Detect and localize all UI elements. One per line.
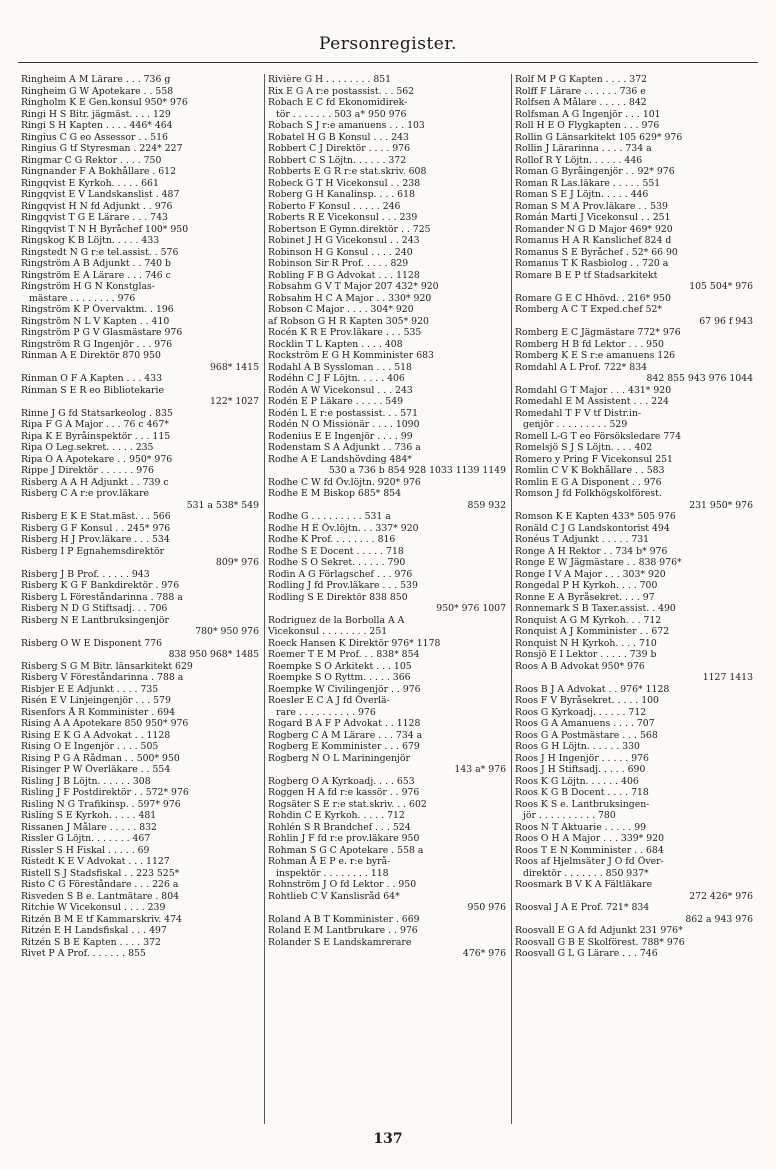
register-entry: Ronquist A G M Kyrkoh. . . 712 — [515, 614, 662, 626]
register-entry: Romberg H B fd Lektor . . . 950 — [515, 338, 664, 350]
register-entry: Rolff F Lärare . . . . . . 736 e — [515, 85, 646, 97]
register-entry: Rivet P A Prof. . . . . . . 855 — [21, 948, 146, 959]
register-entry: Robsahm H C A Major . . 330* 920 — [268, 292, 432, 304]
register-entry: Roempke S O Arkitekt . . . 105 — [268, 660, 412, 672]
register-entry: Risberg I P Egnahemsdirektör — [21, 545, 165, 557]
register-entry: Ritzén B M E tf Kammarskriv. 474 — [21, 913, 182, 925]
register-entry: Rodhe K Prof. . . . . . . . 816 — [268, 534, 396, 545]
register-entry: 968* 1415 — [209, 361, 259, 373]
register-entry: Roggen H A fd r:e kassör . . 976 — [268, 787, 420, 798]
register-entry: Rohman S G C Apotekare . 558 a — [268, 844, 424, 856]
register-entry: Risling J B Löjtn. . . . . . 308 — [21, 775, 151, 787]
register-entry: Robinson H G Konsul . . . . 240 — [268, 246, 413, 258]
register-entry: Ronne E A Byråsekret. . . . 97 — [515, 591, 655, 603]
register-entry: Robeck G T H Vicekonsul . . 238 — [268, 177, 421, 189]
register-entry: Rollin G Länsarkitekt 105 629* 976 — [515, 131, 683, 143]
register-entry: Ronsjö E I Lektor . . . . . 739 b — [515, 649, 657, 660]
register-entry: Rodhe C W fd Öv.löjtn. 920* 976 — [268, 476, 421, 488]
register-entry: Risberg V Föreståndarinna . 788 a — [21, 672, 184, 683]
register-entry: Ringi S H Kapten . . . . 446* 464 — [21, 120, 173, 131]
register-entry: Ritzén E H Landsfiskal . . . 497 — [21, 925, 167, 936]
register-entry: Roberts R E Vicekonsul . . . 239 — [268, 212, 418, 223]
register-entry: Romell L-G T eo Försöksledare 774 — [515, 430, 682, 442]
register-entry: 780* 950 976 — [195, 626, 259, 637]
register-entry: Risto C G Föreståndare . . . 226 a — [21, 879, 179, 890]
register-entry: Romedahl T F V tf Distr.in- — [515, 407, 642, 419]
register-entry: 122* 1027 — [209, 396, 259, 407]
register-entry: Roos G A Amanuens . . . . 707 — [515, 718, 655, 729]
register-entry: Roosvall G B E Skolförest. 788* 976 — [515, 936, 685, 948]
register-entry: Ristedt K E V Advokat . . . 1127 — [21, 856, 170, 867]
register-entry: Roos B J A Advokat . . 976* 1128 — [515, 683, 670, 695]
register-entry: Rodén E P Läkare . . . . . 549 — [268, 396, 404, 407]
register-entry: Risling S E Kyrkoh. . . . . 481 — [21, 810, 157, 821]
register-entry: Ringqvist T N H Byråchef 100* 950 — [21, 223, 189, 235]
register-entry: Rising P G A Rådman . . 500* 950 — [21, 752, 180, 764]
register-entry: Romedahl E M Assistent . . . 224 — [515, 396, 669, 407]
register-entry: Ripa O A Apotekare . . 950* 976 — [21, 453, 173, 465]
register-entry: Rinman O F A Kapten . . . 433 — [21, 373, 163, 384]
register-entry: Roos G H Löjtn. . . . . . 330 — [515, 741, 640, 752]
register-entry: Roosvall E G A fd Adjunkt 231 976* — [515, 925, 683, 936]
register-entry: Roos K G B Docent . . . . 718 — [515, 787, 649, 798]
register-entry: Ringström N L V Kapten . . 410 — [21, 315, 170, 327]
register-entry: mästare . . . . . . . . 976 — [29, 292, 136, 304]
register-entry: Roempke W Civilingenjör . . 976 — [268, 683, 421, 695]
register-entry: Rinne J G fd Statsarkeolog . 835 — [21, 407, 173, 419]
register-entry: Rohtlieb C V Kanslisråd 64* — [268, 890, 400, 902]
register-entry: Roman S E J Löjtn. . . . . 446 — [515, 189, 649, 200]
register-entry: 950* 976 1007 — [436, 603, 506, 614]
register-entry: Roos af Hjelmsäter J O fd Över- — [515, 856, 664, 867]
register-entry: Rodén L E r:e postassist. . . 571 — [268, 407, 418, 419]
register-entry: Rinman S E R eo Bibliotekarie — [21, 384, 164, 396]
register-entry: Ringqvist E V Landskanslist . 487 — [21, 189, 180, 200]
register-entry: Rodahl A B Syssloman . . . 518 — [268, 361, 412, 373]
register-entry: Rocén K R E Prov.läkare . . . 535 — [268, 327, 422, 338]
register-entry: Ringius C G eo Assessor . . 516 — [21, 131, 168, 143]
register-entry: Roos J H Stiftsadj. . . . . 690 — [515, 764, 646, 775]
register-entry: Romelsjö S J S Löjtn. . . . 402 — [515, 442, 653, 453]
register-entry: direktör . . . . . . . 850 937* — [523, 867, 649, 879]
register-entry: Rodriguez de la Borbolla A A — [268, 614, 405, 626]
register-entry: Robling F B G Advokat . . . 1128 — [268, 269, 420, 281]
register-entry: Robson C Major . . . . 304* 920 — [268, 304, 414, 315]
register-entry: Rollof R Y Löjtn. . . . . . 446 — [515, 154, 643, 166]
register-entry: Romberg A C T Exped.chef 52* — [515, 304, 663, 315]
register-entry: Roland E M Lantbrukare . . 976 — [268, 925, 418, 936]
register-entry: Ringheim A M Lärare . . . 736 g — [21, 74, 171, 85]
register-entry: Romson K E Kapten 433* 505 976 — [515, 511, 676, 522]
register-entry: Rohdin C E Kyrkoh. . . . . 712 — [268, 810, 405, 821]
register-entry: Rolf M P G Kapten . . . . 372 — [515, 74, 648, 85]
register-entry: Romanus S E Byråchef . 52* 66 90 — [515, 246, 678, 258]
register-entry: Risbjer E E Adjunkt . . . . 735 — [21, 683, 159, 695]
register-entry: Romare G E C Hhövd. . 216* 950 — [515, 292, 671, 304]
register-entry: Rogard B A F P Advokat . . 1128 — [268, 718, 421, 729]
register-entry: Risberg O W E Disponent 776 — [21, 637, 163, 649]
register-entry: Rodhe S E Docent . . . . . 718 — [268, 545, 404, 557]
register-entry: Risberg J B Prof. . . . . . 943 — [21, 568, 150, 580]
register-columns — [18, 74, 758, 1124]
register-entry: Rinman A E Direktör 870 950 — [21, 350, 161, 361]
register-entry: Risberg E K E Stat.mäst. . . 566 — [21, 511, 171, 522]
register-entry: Rodén N O Missionär . . . . 1090 — [268, 419, 420, 430]
register-entry: Rodin A G Förlagschef . . . 976 — [268, 568, 413, 580]
register-entry: Ringström K P Övervaktm. . 196 — [21, 304, 174, 315]
register-entry: Rogsäter S E r:e stat.skriv. . . 602 — [268, 798, 427, 810]
register-entry: Ringstedt N G r:e tel.assist. . 576 — [21, 246, 179, 258]
page-title: Personregister. — [318, 34, 458, 54]
register-entry: Romlin E G A Disponent . . 976 — [515, 476, 662, 488]
register-entry: Romanus T K Rasbiolog . . 720 a — [515, 258, 669, 269]
register-entry: 950 976 — [467, 902, 506, 913]
register-entry: Risberg A A H Adjunkt . . 739 c — [21, 476, 169, 488]
register-entry: Rohman Å E P e. r:e byrå- — [268, 856, 391, 867]
register-entry: Romare B E P tf Stadsarkitekt — [515, 269, 658, 281]
register-entry: Ringheim G W Apotekare . . 558 — [21, 85, 174, 97]
register-entry: Rollin J Lärarinna . . . . 734 a — [515, 143, 652, 154]
register-entry: Rising A A Apotekare 850 950* 976 — [21, 718, 189, 729]
register-entry: jör . . . . . . . . . . 780 — [523, 810, 616, 821]
register-column-3 — [511, 74, 758, 1124]
register-entry: Robertson E Gymn.direktör . . 725 — [268, 223, 431, 235]
register-entry: Roland A B T Komminister . 669 — [268, 913, 420, 925]
register-entry: Rohlén S R Brandchef . . . 524 — [268, 821, 411, 833]
register-entry: Romlin C V K Bokhållare . . 583 — [515, 465, 665, 476]
register-entry: Roos T E N Komminister . . 684 — [515, 844, 664, 856]
register-entry: Romberg K E S r:e amanuens 126 — [515, 350, 676, 361]
register-entry: Robach S J r:e amanuens . . . 103 — [268, 120, 425, 131]
register-entry: Risberg G F Konsul . . 245* 976 — [21, 522, 171, 534]
register-entry: 143 a* 976 — [454, 764, 506, 775]
register-entry: Ronquist A J Komminister . . 672 — [515, 626, 670, 637]
register-entry: Robatel H G B Konsul . . . 243 — [268, 131, 409, 143]
register-entry: Ritchie W Vicekonsul . . . . 239 — [21, 902, 166, 913]
register-entry: Risén E V Linjeingenjör . . . 579 — [21, 695, 171, 706]
register-entry: Ronäld C J G Landskontorist 494 — [515, 522, 670, 534]
register-entry: Robsahm G V T Major 207 432* 920 — [268, 281, 439, 292]
register-entry: Ringnander F A Bokhållare . 612 — [21, 166, 176, 177]
register-entry: Roberg G H Kanalinsp. . . . 618 — [268, 189, 415, 200]
register-entry: 1127 1413 — [702, 672, 753, 683]
register-entry: Rix E G A r:e postassist. . . 562 — [268, 85, 415, 97]
register-entry: Roemer T E M Prof. . . 838* 854 — [268, 649, 420, 660]
register-entry: Rongedal P H Kyrkoh. . . . 700 — [515, 580, 658, 591]
register-entry: Risberg S G M Bitr. länsarkitekt 629 — [21, 660, 193, 672]
register-entry: Rockström E G H Komminister 683 — [268, 350, 434, 361]
register-entry: Roosmark B V K A Fältläkare — [515, 879, 653, 890]
register-entry: 476* 976 — [462, 948, 506, 959]
register-entry: Roos A B Advokat 950* 976 — [515, 660, 645, 672]
register-entry: Rogberg O A Kyrkoadj. . . . 653 — [268, 775, 415, 787]
register-entry: Ringström H G N Konstglas- — [21, 281, 155, 292]
register-entry: Ringqvist E Kyrkoh. . . . . 661 — [21, 177, 159, 189]
register-entry: Ringström E A Lärare . . . 746 c — [21, 269, 171, 281]
register-entry: rare . . . . . . . . . . 976 — [276, 706, 376, 718]
register-entry: Ringholm K E Gen.konsul 950* 976 — [21, 97, 188, 108]
register-entry: Ronge E W Jägmästare . . 838 976* — [515, 557, 682, 568]
register-entry: Rodhe H E Öv.löjtn. . . 337* 920 — [268, 522, 419, 534]
register-entry: Ripa F G A Major . . . 76 c 467* — [21, 419, 169, 430]
register-entry: 862 a 943 976 — [685, 913, 753, 925]
register-entry: Vicekonsul . . . . . . . . 251 — [268, 626, 388, 637]
register-entry: Romson J fd Folkhögskolförest. — [515, 488, 662, 499]
register-entry: inspektör . . . . . . . . 118 — [276, 867, 389, 879]
register-entry: Rising E K G A Advokat . . 1128 — [21, 729, 171, 741]
register-entry: Rodling J fd Prov.läkare . . . 539 — [268, 580, 418, 591]
register-entry: Robach E C fd Ekonomidirek- — [268, 97, 408, 108]
register-entry: Rivière G H . . . . . . . . 851 — [268, 74, 392, 85]
register-entry: Roosvall G L G Lärare . . . 746 — [515, 948, 658, 959]
register-entry: Rissanen J Målare . . . . . 832 — [21, 821, 157, 833]
register-entry: Ronge A H Rektor . . 734 b* 976 — [515, 545, 668, 557]
register-entry: Rolander S E Landskamrerare — [268, 936, 412, 948]
register-entry: 105 504* 976 — [689, 281, 753, 292]
register-entry: Roman G Byråingenjör . . 92* 976 — [515, 166, 675, 177]
register-entry: Roos F V Byråsekret. . . . . 100 — [515, 695, 659, 706]
register-entry: Rodhe G . . . . . . . . . 531 a — [268, 511, 391, 522]
register-entry: Rodhe A E Landshövding 484* — [268, 453, 412, 465]
register-entry: Rocklin T L Kapten . . . . 408 — [268, 338, 403, 350]
register-entry: Robinet J H G Vicekonsul . . 243 — [268, 235, 420, 246]
register-entry: Ripa O Leg.sekret. . . . . 235 — [21, 442, 154, 453]
register-entry: tör . . . . . . . 503 a* 950 976 — [276, 108, 407, 120]
register-entry: Roos O H A Major . . . 339* 920 — [515, 833, 664, 844]
register-entry: Ronnemark S B Taxer.assist. . 490 — [515, 603, 676, 614]
register-entry: Robberts E G R r:e stat.skriv. 608 — [268, 166, 427, 177]
register-entry: 842 855 943 976 1044 — [646, 373, 753, 384]
register-entry: Roman S M A Prov.läkare . . 539 — [515, 200, 668, 212]
register-entry: Ristell S J Stadsfiskal . . 223 525* — [21, 867, 180, 879]
page-number: 137 — [373, 1131, 403, 1147]
register-entry: Rohnström J O fd Lektor . . 950 — [268, 879, 417, 890]
register-entry: Ronquist N H Kyrkoh. . . . 710 — [515, 637, 657, 649]
register-entry: Roempke S O Ryttm. . . . . 366 — [268, 672, 411, 683]
register-entry: Rohlin J F fd r:e prov.läkare 950 — [268, 833, 420, 844]
register-entry: Romanus H A R Kanslichef 824 d — [515, 235, 672, 246]
register-entry: Rolfsen A Målare . . . . . 842 — [515, 97, 647, 108]
register-entry: Romdahl G T Major . . . 431* 920 — [515, 384, 672, 396]
register-entry: Risberg N D G Stiftsadj. . . 706 — [21, 603, 168, 614]
register-entry: Rodhe E M Biskop 685* 854 — [268, 488, 402, 499]
register-entry: Robinson Sir R Prof. . . . . 829 — [268, 258, 409, 269]
register-entry: 530 a 736 b 854 928 1033 1139 1149 — [328, 465, 506, 476]
register-entry: Ringström R G Ingenjör . . . 976 — [21, 338, 173, 350]
register-entry: Romberg E C Jägmästare 772* 976 — [515, 327, 681, 338]
register-entry: Romander N G D Major 469* 920 — [515, 223, 673, 235]
register-entry: Roos J H Ingenjör . . . . . 976 — [515, 752, 649, 764]
register-entry: 67 96 f 943 — [699, 315, 753, 327]
register-entry: Rogberg C A M Lärare . . . 734 a — [268, 729, 423, 741]
register-column-2 — [264, 74, 511, 1124]
register-entry: Ripa K E Byråinspektör . . . 115 — [21, 430, 171, 442]
register-entry: 231 950* 976 — [689, 499, 753, 511]
register-entry: Roesler E C A J fd Överlä- — [268, 695, 390, 706]
register-column-1 — [18, 74, 264, 1124]
register-entry: Ritzén S B E Kapten . . . . 372 — [21, 936, 161, 948]
register-entry: Ringström A B Adjunkt . . 740 b — [21, 258, 172, 269]
register-entry: Romero y Pring F Vicekonsul 251 — [515, 453, 673, 465]
register-entry: Risberg K G F Bankdirektör . 976 — [21, 580, 180, 591]
register-entry: Risveden S B e. Lantmätare . 804 — [21, 890, 180, 902]
register-entry: Risberg C A r:e prov.läkare — [21, 488, 150, 499]
register-entry: Risling J F Postdirektör . . 572* 976 — [21, 787, 189, 798]
register-entry: Rippe J Direktör . . . . . . 976 — [21, 465, 154, 476]
register-entry: Roos G A Postmästare . . . 568 — [515, 729, 658, 741]
register-entry: 272 426* 976 — [689, 890, 753, 902]
register-entry: Roman R Las.läkare . . . . . 551 — [515, 177, 661, 189]
register-entry: Ronge I V A Major . . . 303* 920 — [515, 568, 666, 580]
register-entry: 859 932 — [467, 499, 506, 511]
register-entry: Ringius G tf Styresman . 224* 227 — [21, 143, 183, 154]
register-entry: Roos N T Aktuarie . . . . . 99 — [515, 821, 647, 833]
register-entry: Rissler G Löjtn. . . . . . . 467 — [21, 833, 151, 844]
register-entry: 809* 976 — [215, 557, 259, 568]
register-entry: Risberg L Föreståndarinna . 788 a — [21, 591, 183, 603]
register-entry: Roeck Hansen K Direktör 976* 1178 — [268, 637, 441, 649]
register-entry: Rodhe S O Sekret. . . . . . 790 — [268, 557, 406, 568]
register-entry: Rodéhn C J F Löjtn. . . . . 406 — [268, 373, 405, 384]
register-entry: Robbert C S Löjtn. . . . . . 372 — [268, 154, 407, 166]
register-entry: Ringmar C G Rektor . . . . 750 — [21, 154, 162, 166]
register-entry: Romdahl A L Prof. 722* 834 — [515, 361, 648, 373]
register-entry: Rodenstam S A Adjunkt . . 736 a — [268, 442, 421, 453]
register-entry: Rogberg E Komminister . . . 679 — [268, 741, 420, 752]
register-entry: Ringqvist T G E Lärare . . . 743 — [21, 212, 168, 223]
register-entry: Roberto F Konsul . . . . . 246 — [268, 200, 401, 212]
register-entry: Risberg H J Prov.läkare . . . 534 — [21, 534, 170, 545]
register-entry: Risberg N E Lantbruksingenjör — [21, 614, 169, 626]
register-entry: Risling N G Trafikinsp. . 597* 976 — [21, 798, 181, 810]
register-entry: Román Marti J Vicekonsul . . 251 — [515, 212, 671, 223]
register-entry: 838 950 968* 1485 — [168, 649, 259, 660]
register-entry: Roll H E O Flygkapten . . . 976 — [515, 120, 660, 131]
register-entry: af Robson G H R Kapten 305* 920 — [268, 315, 429, 327]
register-entry: Rodenius E E Ingenjör . . . . 99 — [268, 430, 413, 442]
register-entry: Roos K G Löjtn. . . . . . 406 — [515, 775, 639, 787]
register-entry: Rising O E Ingenjör . . . . 505 — [21, 741, 159, 752]
register-entry: Roosval J A E Prof. 721* 834 — [515, 902, 650, 913]
register-entry: Rogberg N O L Mariningenjör — [268, 752, 410, 764]
register-entry: genjör . . . . . . . . . 529 — [523, 419, 628, 430]
register-entry: Rolfsman A G Ingenjör . . . 101 — [515, 108, 661, 120]
register-entry: Ronéus T Adjunkt . . . . . 731 — [515, 534, 650, 545]
register-entry: Ringström P G V Glasmästare 976 — [21, 327, 183, 338]
register-entry: Rodling S E Direktör 838 850 — [268, 591, 408, 603]
register-entry: Risenfors Å R Komminister . 694 — [21, 706, 175, 718]
register-entry: Roos K S e. Lantbruksingen- — [515, 798, 650, 810]
register-entry: Rodén A W Vicekonsul . . . 243 — [268, 384, 413, 396]
register-entry: Ringi H S Bitr. jägmäst. . . . 129 — [21, 108, 171, 120]
register-entry: Robbert C J Direktör . . . . 976 — [268, 143, 411, 154]
register-entry: Ringqvist H N fd Adjunkt . . 976 — [21, 200, 173, 212]
title-rule — [18, 62, 758, 63]
register-entry: Risinger P W Överläkare . . 554 — [21, 764, 171, 775]
register-entry: 531 a 538* 549 — [186, 499, 259, 511]
register-entry: Rissler S H Fiskal . . . . . 69 — [21, 844, 150, 856]
register-entry: Ringskog K B Löjtn. . . . . 433 — [21, 235, 160, 246]
register-entry: Roos G Kyrkoadj. . . . . . 712 — [515, 706, 647, 718]
